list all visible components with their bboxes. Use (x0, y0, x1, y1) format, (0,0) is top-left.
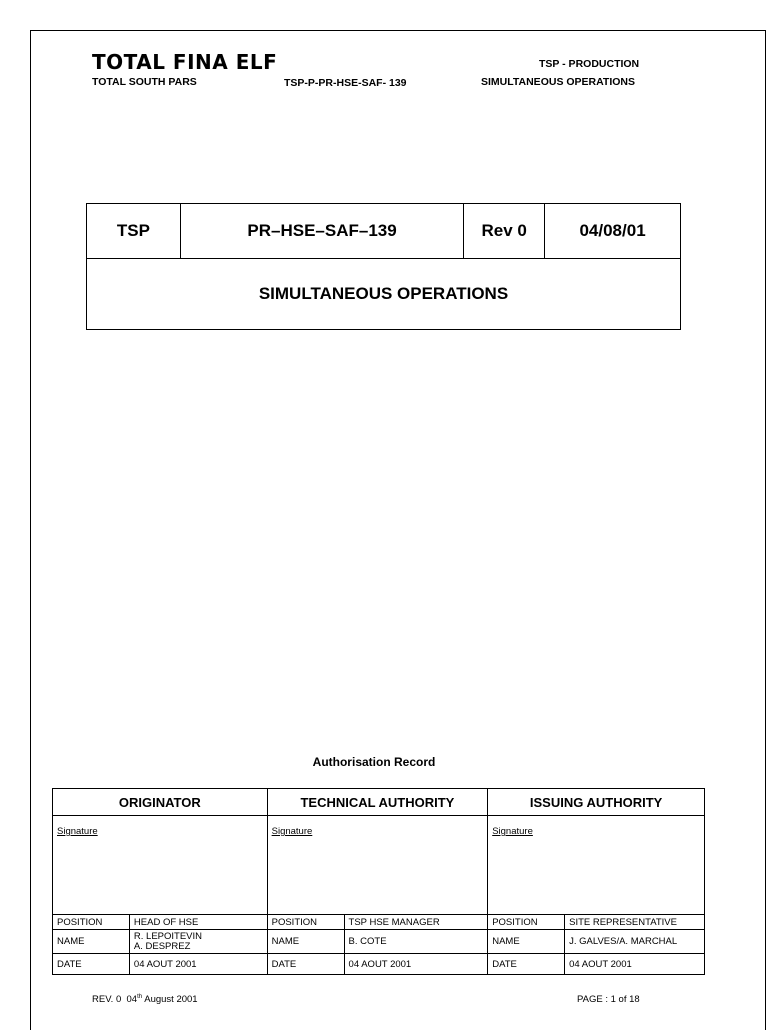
footer-date-rest: August 2001 (144, 994, 198, 1006)
originator-name (129, 930, 267, 954)
date-label: DATE (53, 954, 130, 975)
document-title: SIMULTANEOUS OPERATIONS (87, 259, 681, 330)
signature-label: Signature (492, 826, 533, 837)
site-code: TSP (87, 204, 181, 259)
company-logo: TOTAL FINA ELF (92, 50, 278, 74)
position-label: POSITION (267, 915, 344, 930)
footer-page-number: PAGE : 1 of 18 (577, 994, 640, 1005)
procedure-number: PR–HSE–SAF–139 (180, 204, 463, 259)
signature-label: Signature (271, 826, 313, 837)
company-name: TOTAL SOUTH PARS (92, 76, 197, 88)
originator-date: 04 AOUT 2001 (129, 954, 267, 975)
footer-rev: REV. 0 (92, 994, 122, 1006)
footer-date-suffix: th (137, 994, 143, 1000)
column-issuing-authority: ISSUING AUTHORITY (488, 789, 705, 816)
name-label: NAME (488, 930, 565, 954)
authorisation-table (52, 788, 705, 975)
originator-name-line2: A. DESPREZ (133, 940, 191, 952)
position-label: POSITION (53, 915, 130, 930)
date-label: DATE (267, 954, 344, 975)
header-subject: SIMULTANEOUS OPERATIONS (481, 76, 636, 88)
name-label: NAME (267, 930, 344, 954)
name-label: NAME (53, 930, 130, 954)
position-label: POSITION (488, 915, 565, 930)
technical-date: 04 AOUT 2001 (344, 954, 488, 975)
technical-name: B. COTE (344, 930, 488, 954)
originator-name-line1: R. LEPOITEVIN (133, 930, 203, 942)
originator-signature-box (53, 816, 268, 915)
issuing-name: J. GALVES/A. MARCHAL (565, 930, 705, 954)
column-originator: ORIGINATOR (53, 789, 268, 816)
technical-signature-box (267, 816, 488, 915)
footer-revision (92, 994, 198, 1005)
column-technical-authority: TECHNICAL AUTHORITY (267, 789, 488, 816)
title-block (86, 203, 681, 330)
signature-label: Signature (57, 826, 98, 837)
document-code: TSP-P-PR-HSE-SAF- 139 (284, 77, 407, 89)
revision: Rev 0 (464, 204, 545, 259)
originator-position: HEAD OF HSE (129, 915, 267, 930)
department: TSP - PRODUCTION (539, 58, 640, 70)
issuing-date: 04 AOUT 2001 (565, 954, 705, 975)
issuing-signature-box (488, 816, 705, 915)
footer-date-day: 04 (126, 994, 138, 1006)
date-label: DATE (488, 954, 565, 975)
technical-position: TSP HSE MANAGER (344, 915, 488, 930)
authorisation-heading: Authorisation Record (312, 755, 436, 769)
issue-date: 04/08/01 (545, 204, 681, 259)
issuing-position: SITE REPRESENTATIVE (565, 915, 705, 930)
